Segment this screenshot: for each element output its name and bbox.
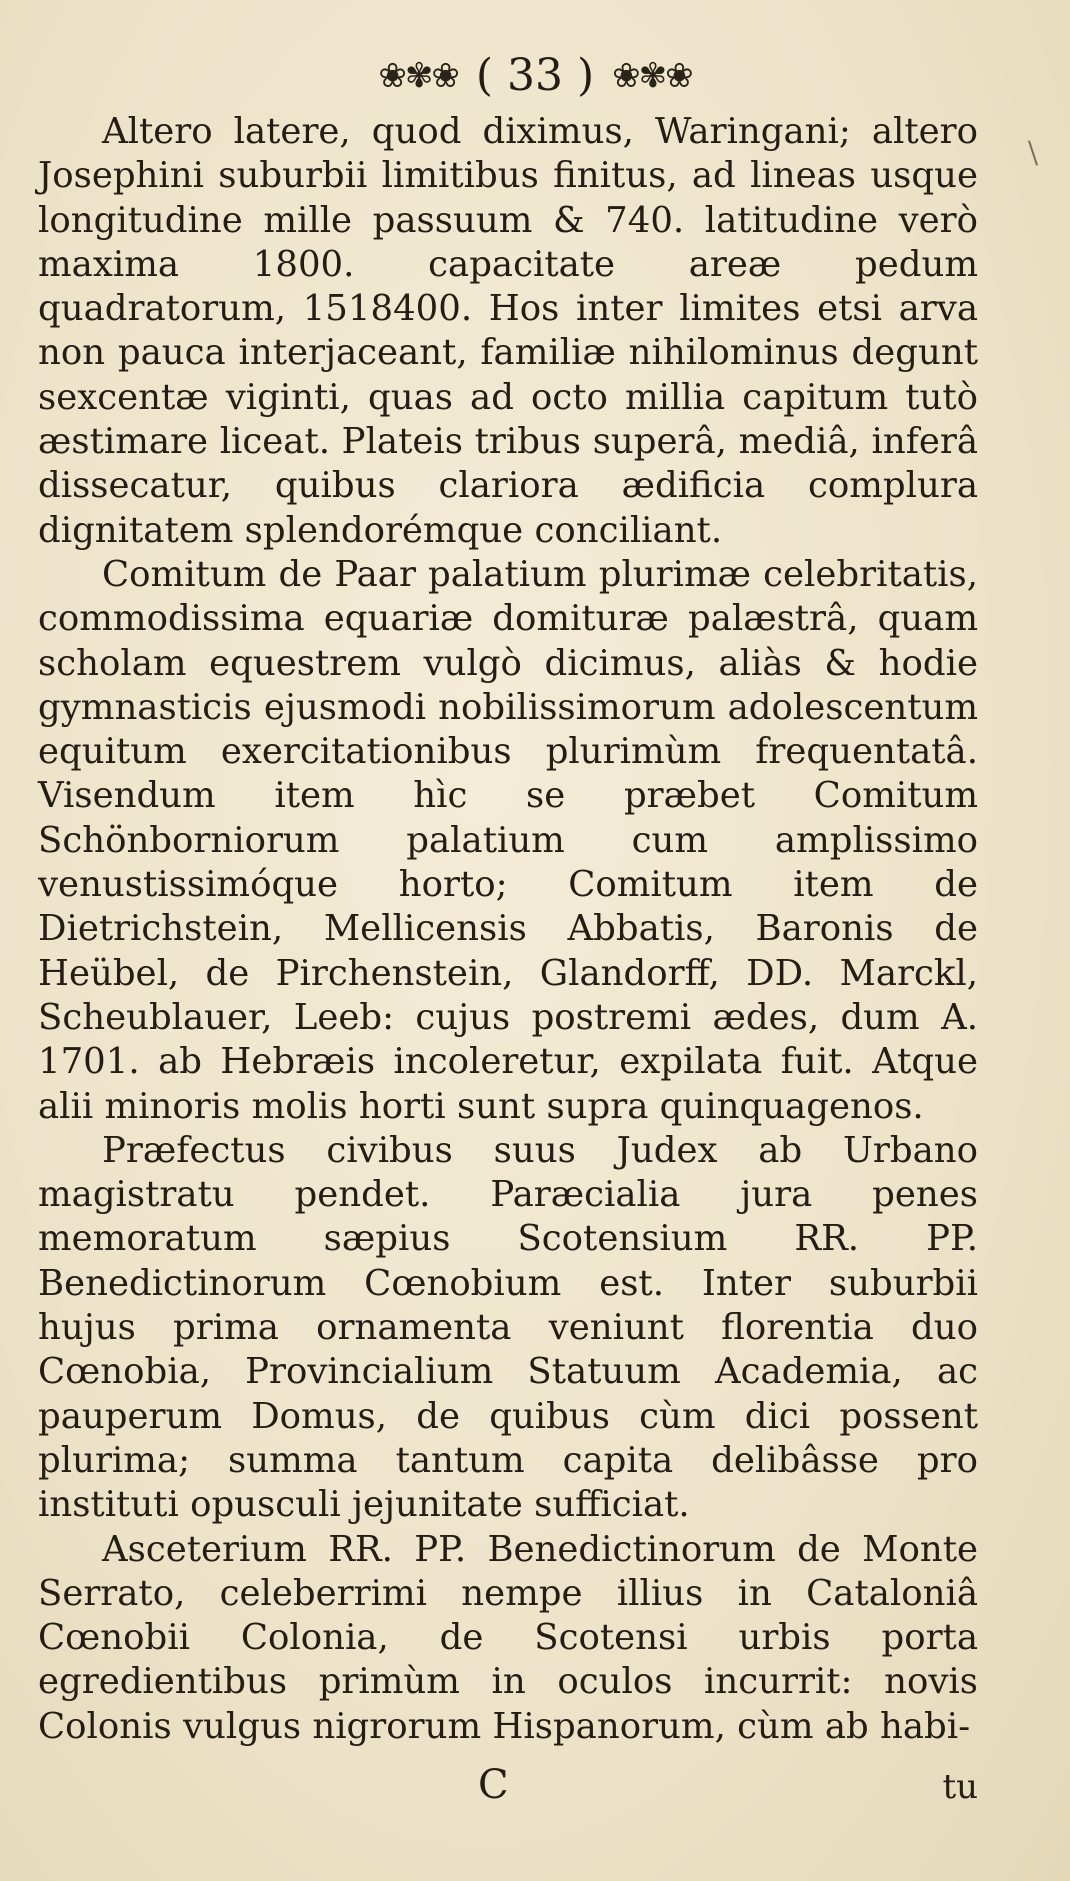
body-text xyxy=(38,110,978,1749)
page-footer xyxy=(38,1762,978,1808)
paragraph: Asceterium RR. PP. Benedictinorum de Monte Serrato, celeberrimi nempe illius in Cataloniâ Cœnobii Colonia, de Scotensi urbis porta egredientibus primùm in oculos incurrit: novis Colonis vulgus nigrorum Hispanorum, cùm ab habi- xyxy=(38,1528,978,1747)
header-ornament-left: ❀✾❀ xyxy=(378,55,458,96)
paragraph: Comitum de Paar palatium plurimæ celebritatis, commodissima equariæ domituræ palæstrâ, quam scholam equestrem vulgò dicimus, aliàs & hodie gymnasticis ejusmodi nobilissimorum adolescentum equitum exercitationibus plurimùm frequentatâ. Visendum item hìc se præbet Comitum Schönborniorum palatium cum amplissimo venustissimóque horto; Comitum item de Dietrichstein, Mellicensis Abbatis, Baronis de Heübel, de Pirchenstein, Glandorff, DD. Marckl, Scheublauer, Leeb: cujus postremi ædes, dum A. 1701. ab Hebræis incoleretur, expilata fuit. Atque alii minoris molis horti sunt supra quinquagenos. xyxy=(38,553,978,1127)
margin-mark xyxy=(1028,140,1038,165)
signature-mark: C xyxy=(478,1762,509,1808)
header-ornament-right: ❀✾❀ xyxy=(612,55,692,96)
page-number: ( 33 ) xyxy=(475,50,595,101)
paragraph: Altero latere, quod diximus, Waringani; altero Josephini suburbii limitibus finitus, ad lineas usque longitudine mille passuum & 740. latitudine verò maxima 1800. capacitate areæ pedum quadratorum, 1518400. Hos inter limites etsi arva non pauca interjaceant, familiæ nihilominus degunt sexcentæ viginti, quas ad octo millia capitum tutò æstimare liceat. Plateis tribus superâ, mediâ, inferâ dissecatur, quibus clariora ædificia complura dignitatem splendorémque conciliant. xyxy=(38,111,978,551)
page-header xyxy=(0,50,1070,101)
paragraph: Præfectus civibus suus Judex ab Urbano magistratu pendet. Paræcialia jura penes memoratum sæpius Scotensium RR. PP. Benedictinorum Cœnobium est. Inter suburbii hujus prima ornamenta veniunt florentia duo Cœnobia, Provincialium Statuum Academia, ac pauperum Domus, de quibus cùm dici possent plurima; summa tantum capita delibâsse pro instituti opusculi jejunitate sufficiat. xyxy=(38,1129,978,1526)
catchword: tu xyxy=(942,1767,978,1807)
